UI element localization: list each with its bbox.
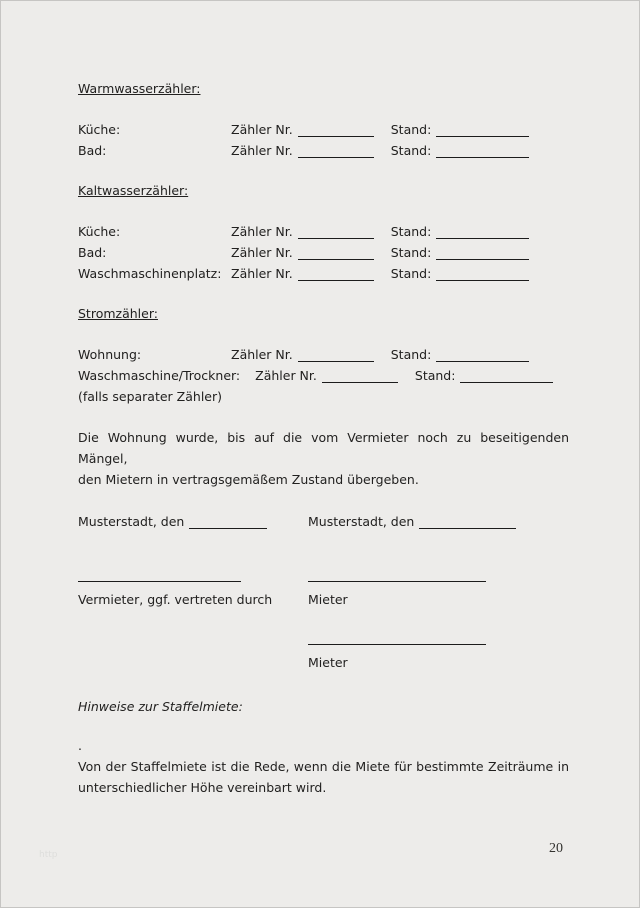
meter-number-label: Zähler Nr.	[231, 122, 293, 137]
signature-tenant-2	[308, 644, 567, 673]
place-date-row	[78, 511, 567, 532]
section-heading-stromzaehler: Stromzähler:	[78, 306, 158, 321]
meter-number-blank-line	[298, 226, 374, 239]
reading-cell	[391, 344, 530, 365]
meter-number-cell	[231, 119, 374, 140]
meter-number-label: Zähler Nr.	[231, 266, 293, 281]
reading-label: Stand:	[390, 245, 432, 260]
note-text: (falls separater Zähler)	[78, 389, 222, 404]
meter-number-blank-line	[298, 247, 374, 260]
reading-cell	[391, 119, 530, 140]
reading-blank-line	[436, 349, 529, 362]
reading-label: Stand:	[390, 143, 432, 158]
dot-line: .	[78, 738, 82, 753]
reading-blank-line	[460, 370, 553, 383]
separate-meter-note	[78, 386, 567, 407]
handover-paragraph	[78, 427, 569, 490]
paragraph-line: Die Wohnung wurde, bis auf die vom Vermieter noch zu beseitigenden Mängel,	[78, 430, 569, 466]
paragraph-line: den Mietern in vertragsgemäßem Zustand übergeben.	[78, 472, 419, 487]
place-date-label: Musterstadt, den	[78, 514, 185, 529]
section-heading-warmwasserzaehler: Warmwasserzähler:	[78, 81, 201, 96]
location-label: Waschmaschinenplatz:	[78, 266, 222, 281]
meter-number-cell	[231, 221, 374, 242]
section-warmwasserzaehler	[78, 78, 567, 161]
place-date-right	[308, 511, 516, 532]
meter-number-blank-line	[298, 145, 374, 158]
section-heading-kaltwasserzaehler: Kaltwasserzähler:	[78, 183, 189, 198]
reading-blank-line	[436, 226, 529, 239]
signature-label-tenant: Mieter	[308, 655, 348, 670]
reading-blank-line	[436, 247, 529, 260]
signature-label-landlord: Vermieter, ggf. vertreten durch	[78, 592, 273, 607]
signature-label-tenant: Mieter	[308, 592, 348, 607]
reading-label: Stand:	[390, 122, 432, 137]
meter-number-blank-line	[298, 124, 374, 137]
meter-number-cell	[231, 344, 374, 365]
reading-label: Stand:	[414, 368, 456, 383]
meter-number-label: Zähler Nr.	[231, 347, 293, 362]
signature-line	[78, 581, 241, 582]
meter-number-blank-line	[298, 268, 374, 281]
date-blank-line	[419, 516, 516, 529]
date-blank-line	[189, 516, 267, 529]
location-label: Waschmaschine/Trockner:	[78, 368, 241, 383]
reading-cell	[391, 221, 530, 242]
reading-blank-line	[436, 124, 529, 137]
location-label: Küche:	[78, 122, 121, 137]
staffelmiete-heading: Hinweise zur Staffelmiete:	[78, 699, 243, 714]
signature-tenant-1	[308, 581, 486, 610]
section-stromzaehler	[78, 303, 567, 407]
meter-row-warm-kueche	[78, 119, 567, 140]
paragraph-line: unterschiedlicher Höhe vereinbart wird.	[78, 780, 327, 795]
meter-row-kalt-waschmaschinenplatz	[78, 263, 567, 284]
page-number: 20	[549, 841, 563, 856]
meter-row-kalt-bad	[78, 242, 567, 263]
reading-label: Stand:	[390, 224, 432, 239]
signature-row	[78, 581, 567, 610]
meter-number-cell	[231, 242, 374, 263]
meter-row-kalt-kueche	[78, 221, 567, 242]
meter-row-warm-bad	[78, 140, 567, 161]
location-label: Wohnung:	[78, 347, 142, 362]
location-label: Bad:	[78, 245, 107, 260]
reading-blank-line	[436, 145, 529, 158]
meter-number-blank-line	[298, 349, 374, 362]
document-content	[1, 1, 639, 798]
location-label: Bad:	[78, 143, 107, 158]
watermark-text: http	[39, 850, 58, 860]
meter-number-cell	[231, 263, 374, 284]
meter-row-strom-wohnung	[78, 344, 567, 365]
meter-row-strom-waschmaschine-trockner	[78, 365, 567, 386]
reading-cell	[391, 140, 530, 161]
meter-number-cell	[231, 140, 374, 161]
meter-number-label: Zähler Nr.	[231, 224, 293, 239]
reading-cell	[415, 365, 554, 386]
meter-number-label: Zähler Nr.	[231, 143, 293, 158]
place-date-label: Musterstadt, den	[308, 514, 415, 529]
reading-blank-line	[436, 268, 529, 281]
meter-number-blank-line	[322, 370, 398, 383]
reading-cell	[391, 263, 530, 284]
location-label: Küche:	[78, 224, 121, 239]
reading-cell	[391, 242, 530, 263]
meter-number-label: Zähler Nr.	[231, 245, 293, 260]
reading-label: Stand:	[390, 347, 432, 362]
reading-label: Stand:	[390, 266, 432, 281]
signature-line	[308, 581, 486, 582]
staffelmiete-paragraph	[78, 756, 569, 798]
signature-line	[308, 644, 486, 645]
section-kaltwasserzaehler	[78, 180, 567, 284]
place-date-left	[78, 511, 308, 532]
signature-landlord	[78, 581, 308, 610]
meter-number-cell	[255, 365, 398, 386]
paragraph-line: Von der Staffelmiete ist die Rede, wenn die Miete für bestimmte Zeiträume in	[78, 759, 569, 774]
meter-number-label: Zähler Nr.	[255, 368, 317, 383]
